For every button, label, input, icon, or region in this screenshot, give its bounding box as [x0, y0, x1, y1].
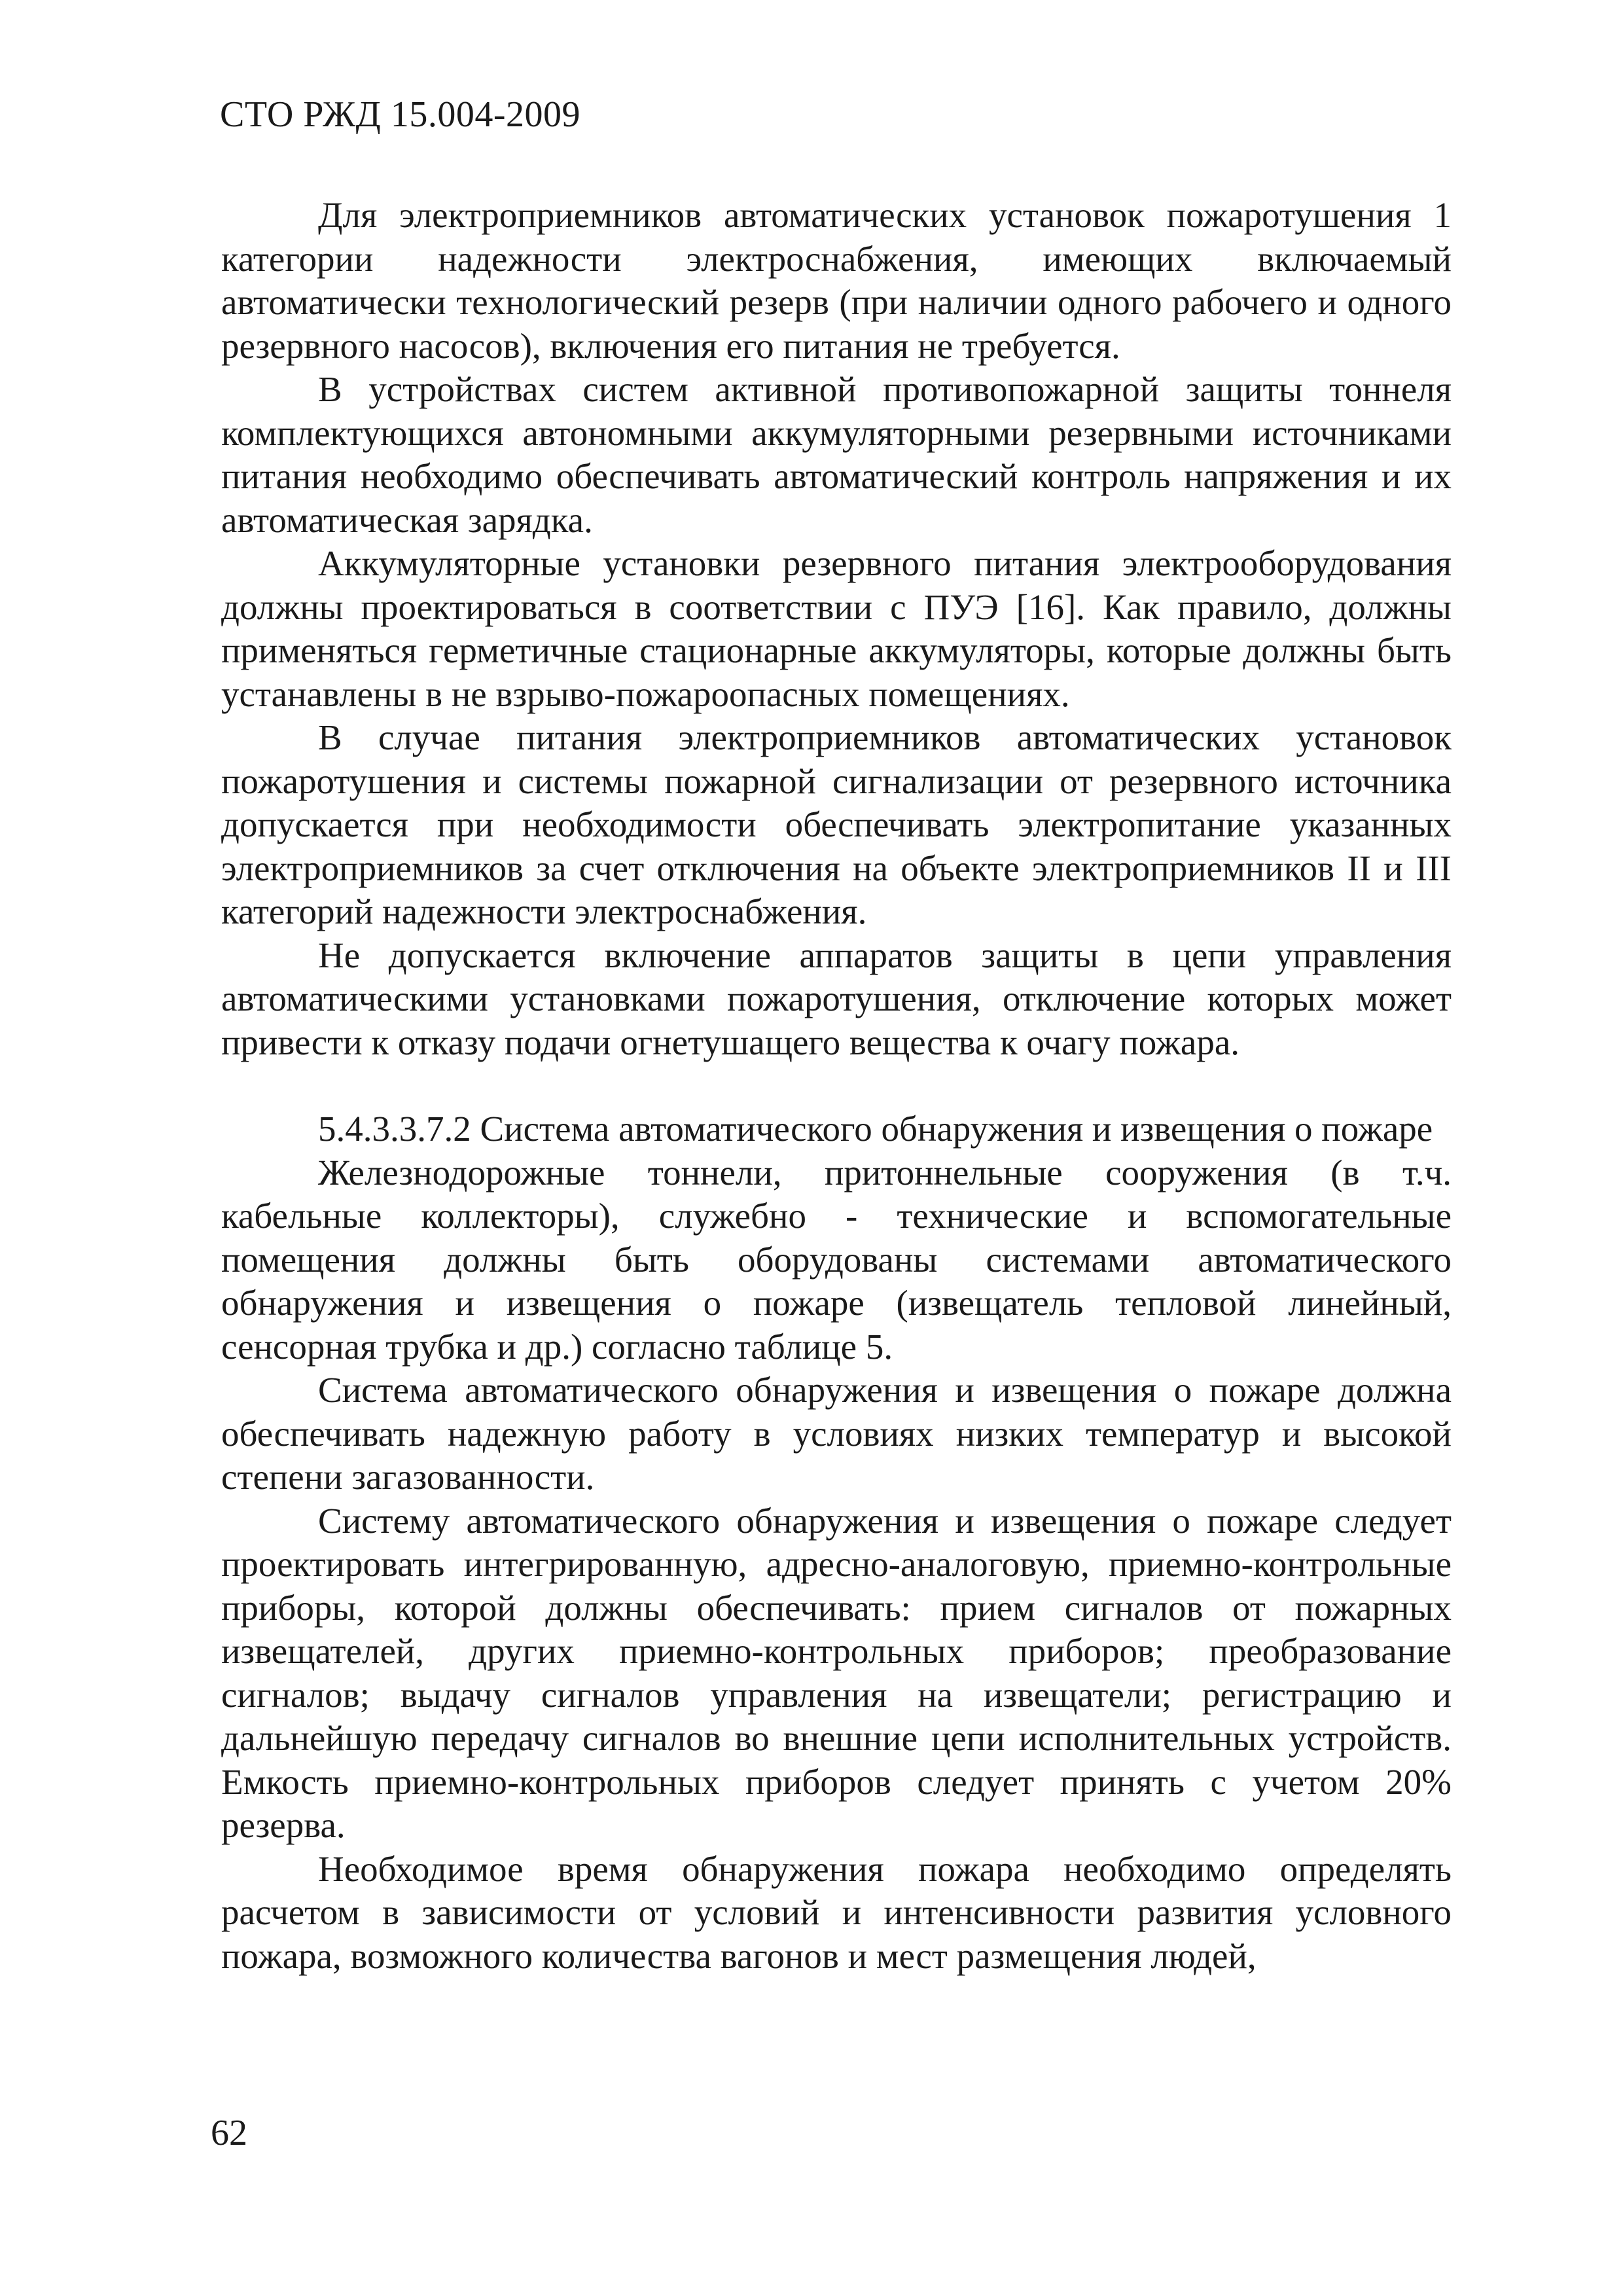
paragraph-detection-design: Систему автоматического обнаружения и извещения о пожаре следует проектировать интегрированную, адресно-аналоговую, приемно-контрольные приборы, которой должны обеспечивать: прием сигналов от пожарных извещателей, других приемно-контрольных приборов; преобразование сигналов; выдачу сигналов управления на извещатели; регистрацию и дальнейшую передачу сигналов во внешние цепи исполнительных устройств. Емкость приемно-контрольных приборов следует принять с учетом 20% резерва. — [221, 1500, 1452, 1845]
section-heading: 5.4.3.3.7.2 Система автоматического обнаружения и извещения о пожаре — [318, 1109, 1433, 1149]
paragraph-detection-time: Необходимое время обнаружения пожара необходимо определять расчетом в зависимости от условий и интенсивности развития условного пожара, возможного количества вагонов и мест размещения людей, — [221, 1848, 1452, 1976]
paragraph-reserve-pumps: Для электроприемников автоматических установок пожаротушения 1 категории надежности электроснабжения, имеющих включаемый автоматически технологический резерв (при наличии одного рабочего и одного резервного насосов), включения его питания не требуется. — [221, 195, 1452, 366]
paragraph-battery-control: В устройствах систем активной противопожарной защиты тоннеля комплектующихся автономными аккумуляторными резервными источниками питания необходимо обеспечивать автоматический контроль напряжения и их автоматическая зарядка. — [221, 369, 1452, 540]
paragraph-detection-reliability: Система автоматического обнаружения и извещения о пожаре должна обеспечивать надежную работу в условиях низких температур и высокой степени загазованности. — [221, 1370, 1452, 1497]
paragraph-battery-installations: Аккумуляторные установки резервного питания электрооборудования должны проектироваться в соответствии с ПУЭ [16]. Как правило, должны применяться герметичные стационарные аккумуляторы, которые должны быть устанавлены в не взрыво-пожароопасных помещениях. — [221, 543, 1452, 714]
document-code-header: СТО РЖД 15.004-2009 — [220, 94, 580, 135]
page-number: 62 — [211, 2113, 247, 2153]
paragraph-reserve-power: В случае питания электроприемников автоматических установок пожаротушения и системы пожарной сигнализации от резервного источника допускается при необходимости обеспечивать электропитание указанных электроприемников за счет отключения на объекте электроприемников II и III категорий надежности электроснабжения. — [221, 717, 1452, 931]
paragraph-tunnel-detection: Железнодорожные тоннели, притоннельные сооружения (в т.ч. кабельные коллекторы), служебно - технические и вспомогательные помещения должны быть оборудованы системами автоматического обнаружения и извещения о пожаре (извещатель тепловой линейный, сенсорная трубка и др.) согласно таблице 5. — [221, 1152, 1452, 1367]
document-body — [221, 194, 1452, 1978]
paragraph-protection-devices: Не допускается включение аппаратов защиты в цепи управления автоматическими установками пожаротушения, отключение которых может привести к отказу подачи огнетушащего вещества к очагу пожара. — [221, 935, 1452, 1062]
